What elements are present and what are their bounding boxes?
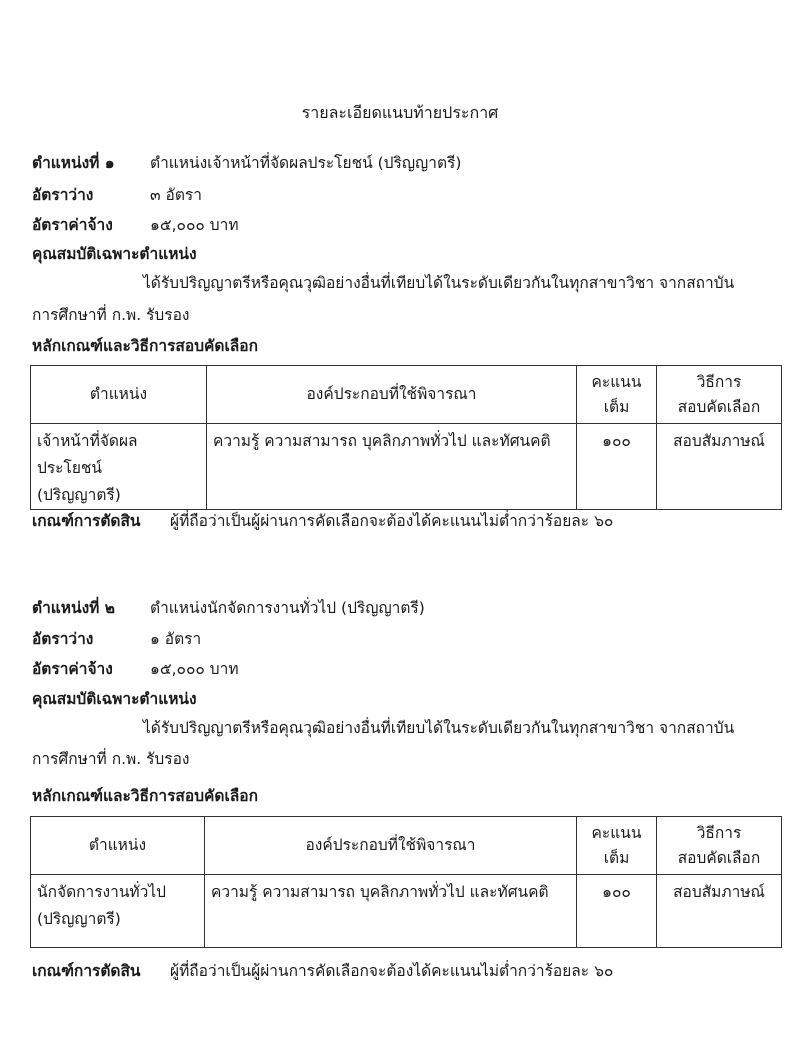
header-full-score-line-2: เต็ม bbox=[603, 848, 630, 867]
header-method-line-2: สอบคัดเลือก bbox=[677, 397, 761, 416]
document-title: รายละเอียดแนบท้ายประกาศ bbox=[301, 103, 499, 122]
cell-method: สอบสัมภาษณ์ bbox=[657, 875, 782, 948]
cell-position-line-1: เจ้าหน้าที่จัดผลประโยชน์ bbox=[37, 432, 138, 477]
cell-position-line-1: นักจัดการงานทั่วไป bbox=[37, 883, 166, 901]
qualification-heading: คุณสมบัติเฉพาะตำแหน่ง bbox=[32, 690, 197, 708]
header-position: ตำแหน่ง bbox=[31, 366, 207, 424]
header-full-score bbox=[577, 366, 657, 424]
qualification-line-2: การศึกษาที่ ก.พ. รับรอง bbox=[32, 306, 190, 324]
salary-value: ๑๕,๐๐๐ บาท bbox=[150, 216, 239, 234]
header-method bbox=[657, 366, 782, 424]
cell-method: สอบสัมภาษณ์ bbox=[657, 424, 782, 510]
header-components: องค์ประกอบที่ใช้พิจารณา bbox=[205, 817, 577, 875]
pass-criteria-value: ผู้ที่ถือว่าเป็นผู้ผ่านการคัดเลือกจะต้องได้คะแนนไม่ต่ำกว่าร้อยละ ๖๐ bbox=[170, 962, 614, 980]
salary-label: อัตราค่าจ้าง bbox=[32, 660, 113, 678]
qualification-line-1: ได้รับปริญญาตรีหรือคุณวุฒิอย่างอื่นที่เทียบได้ในระดับเดียวกันในทุกสาขาวิชา จากสถาบัน bbox=[143, 274, 735, 292]
vacancy-value: ๑ อัตรา bbox=[150, 630, 202, 648]
table-header-row bbox=[31, 366, 782, 424]
salary-value: ๑๕,๐๐๐ บาท bbox=[150, 660, 239, 678]
header-method-line-1: วิธีการ bbox=[696, 823, 742, 842]
qualification-heading: คุณสมบัติเฉพาะตำแหน่ง bbox=[32, 245, 197, 263]
header-full-score-line-2: เต็ม bbox=[603, 397, 630, 416]
pass-criteria-label: เกณฑ์การตัดสิน bbox=[32, 512, 141, 530]
header-method-line-2: สอบคัดเลือก bbox=[677, 848, 761, 867]
vacancy-label: อัตราว่าง bbox=[32, 630, 94, 648]
qualification-line-1: ได้รับปริญญาตรีหรือคุณวุฒิอย่างอื่นที่เทียบได้ในระดับเดียวกันในทุกสาขาวิชา จากสถาบัน bbox=[143, 719, 735, 737]
qualification-line-2: การศึกษาที่ ก.พ. รับรอง bbox=[32, 750, 190, 768]
pass-criteria-value: ผู้ที่ถือว่าเป็นผู้ผ่านการคัดเลือกจะต้องได้คะแนนไม่ต่ำกว่าร้อยละ ๖๐ bbox=[170, 512, 614, 530]
criteria-table bbox=[30, 816, 782, 948]
cell-components: ความรู้ ความสามารถ บุคลิกภาพทั่วไป และทัศนคติ bbox=[207, 424, 577, 510]
table-row bbox=[31, 424, 782, 510]
vacancy-label: อัตราว่าง bbox=[32, 186, 94, 204]
position-value: ตำแหน่งนักจัดการงานทั่วไป (ปริญญาตรี) bbox=[150, 599, 425, 617]
position-label: ตำแหน่งที่ ๒ bbox=[32, 599, 115, 617]
header-full-score-line-1: คะแนน bbox=[591, 372, 642, 391]
header-method-line-1: วิธีการ bbox=[696, 372, 742, 391]
table-row bbox=[31, 875, 782, 948]
cell-position-line-2: (ปริญญาตรี) bbox=[37, 486, 121, 504]
header-full-score-line-1: คะแนน bbox=[591, 823, 642, 842]
table-header-row bbox=[31, 817, 782, 875]
position-label: ตำแหน่งที่ ๑ bbox=[32, 154, 115, 172]
cell-position bbox=[31, 875, 205, 948]
header-position: ตำแหน่ง bbox=[31, 817, 205, 875]
salary-label: อัตราค่าจ้าง bbox=[32, 216, 113, 234]
position-value: ตำแหน่งเจ้าหน้าที่จัดผลประโยชน์ (ปริญญาตรี) bbox=[150, 154, 462, 172]
criteria-heading: หลักเกณฑ์และวิธีการสอบคัดเลือก bbox=[32, 337, 258, 355]
pass-criteria-label: เกณฑ์การตัดสิน bbox=[32, 962, 141, 980]
criteria-heading: หลักเกณฑ์และวิธีการสอบคัดเลือก bbox=[32, 787, 258, 805]
header-method bbox=[657, 817, 782, 875]
cell-components: ความรู้ ความสามารถ บุคลิกภาพทั่วไป และทัศนคติ bbox=[205, 875, 577, 948]
cell-position bbox=[31, 424, 207, 510]
cell-full-score: ๑๐๐ bbox=[577, 424, 657, 510]
header-components: องค์ประกอบที่ใช้พิจารณา bbox=[207, 366, 577, 424]
header-full-score bbox=[577, 817, 657, 875]
cell-full-score: ๑๐๐ bbox=[577, 875, 657, 948]
cell-position-line-2: (ปริญญาตรี) bbox=[37, 910, 121, 928]
vacancy-value: ๓ อัตรา bbox=[150, 186, 202, 204]
criteria-table bbox=[30, 365, 782, 510]
